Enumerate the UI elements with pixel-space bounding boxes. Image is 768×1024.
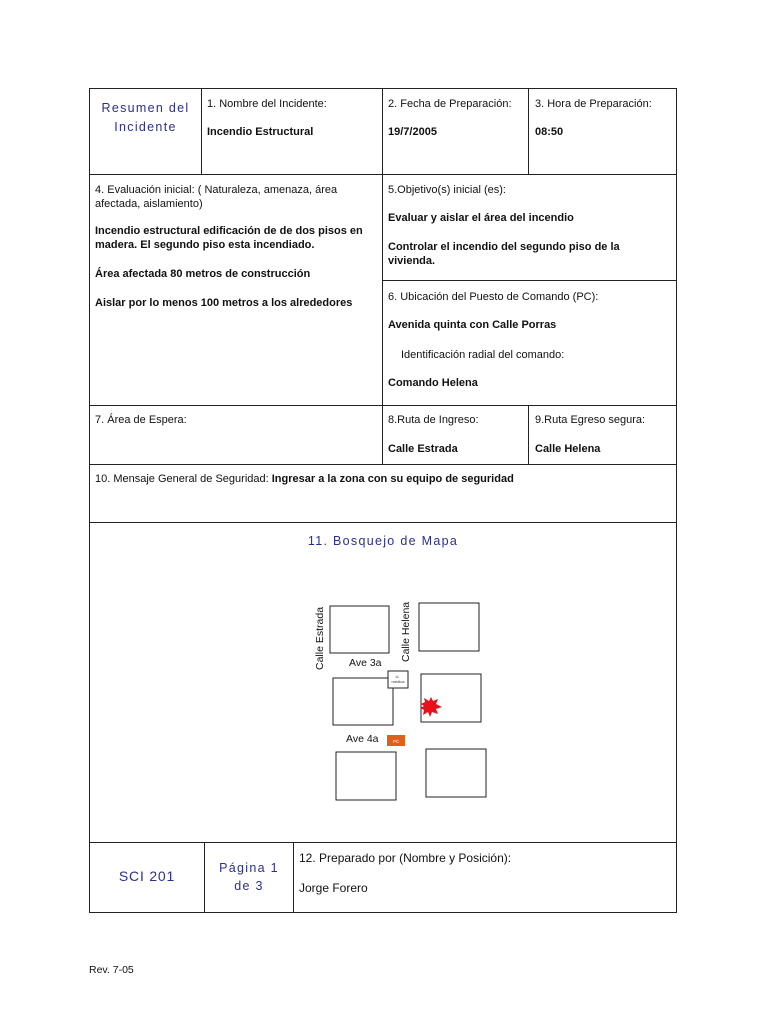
prepared-by-label: 12. Preparado por (Nombre y Posición): bbox=[299, 851, 512, 865]
page-cell bbox=[204, 842, 294, 913]
prep-time-label: 3. Hora de Preparación: bbox=[535, 98, 652, 110]
egress-label: 9.Ruta Egreso segura: bbox=[535, 414, 646, 426]
building-block bbox=[333, 678, 393, 725]
command-post-value: Avenida quinta con Calle Porras bbox=[388, 319, 557, 331]
street-label-calle-estrada: Calle Estrada bbox=[314, 606, 326, 670]
street-label-ave-3a: Ave 3a bbox=[349, 657, 382, 669]
building-block bbox=[330, 606, 389, 653]
radio-id-value: Comando Helena bbox=[388, 377, 478, 389]
objectives-label: 5.Objetivo(s) inicial (es): bbox=[388, 184, 506, 196]
summary-title: Resumen del Incidente bbox=[101, 101, 190, 134]
egress-value: Calle Helena bbox=[535, 443, 601, 455]
street-label-ave-4a: Ave 4a bbox=[346, 733, 379, 745]
prep-time-value: 08:50 bbox=[535, 126, 564, 138]
map-title: 11. Bosquejo de Mapa bbox=[307, 534, 459, 548]
ingress-value: Calle Estrada bbox=[388, 443, 458, 455]
safety-value: Ingresar a la zona con su equipo de seguridad bbox=[271, 473, 514, 485]
fire-icon bbox=[420, 697, 442, 717]
incident-name-value: Incendio Estructural bbox=[207, 126, 314, 138]
form-code: SCI 201 bbox=[118, 868, 176, 884]
building-block bbox=[419, 603, 479, 651]
prepared-by-value: Jorge Forero bbox=[299, 881, 368, 895]
prep-date-value: 19/7/2005 bbox=[388, 126, 437, 138]
objective-2: Controlar el incendio del segundo piso de la vivienda. bbox=[388, 241, 620, 267]
revision-label: Rev. 7-05 bbox=[89, 964, 134, 976]
radio-id-label: Identificación radial del comando: bbox=[401, 349, 565, 361]
building-block bbox=[426, 749, 486, 797]
page-line-1: Página 1 bbox=[219, 861, 279, 875]
building-block bbox=[336, 752, 396, 800]
safety-label: 10. Mensaje General de Seguridad: bbox=[95, 473, 272, 485]
command-post-marker-label: PC bbox=[392, 739, 400, 744]
medical-unit-label-line: U. bbox=[395, 674, 400, 679]
objective-1: Evaluar y aislar el área del incendio bbox=[388, 212, 574, 224]
prep-date-label: 2. Fecha de Preparación: bbox=[388, 98, 512, 110]
staging-label: 7. Área de Espera: bbox=[95, 414, 187, 426]
incident-name-label: 1. Nombre del Incidente: bbox=[207, 98, 327, 110]
evaluation-line-2: Área afectada 80 metros de construcción bbox=[95, 268, 311, 280]
command-post-label: 6. Ubicación del Puesto de Comando (PC): bbox=[388, 291, 599, 303]
ingress-label: 8.Ruta de Ingreso: bbox=[388, 414, 479, 426]
page-line-2: de 3 bbox=[234, 879, 264, 893]
evaluation-line-3: Aislar por lo menos 100 metros a los alrededores bbox=[95, 297, 353, 309]
evaluation-line-1: Incendio estructural edificación de de dos pisos en madera. El segundo piso esta incendiado. bbox=[95, 225, 363, 251]
evaluation-label: 4. Evaluación inicial: ( Naturaleza, amenaza, área afectada, aislamiento) bbox=[95, 184, 338, 210]
street-label-calle-helena: Calle Helena bbox=[400, 601, 412, 662]
medical-unit-label-line: médica bbox=[391, 679, 405, 684]
